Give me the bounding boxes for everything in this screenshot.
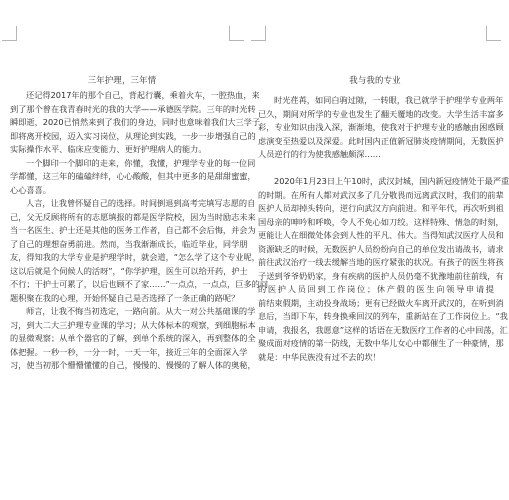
text-line: 就是：中华民族没有过不去的坎！ [258, 351, 381, 362]
text-line: 医护人员却掉头转向，逆行向武汉方向前进。和平年代，再次听到祖 [258, 203, 504, 213]
crop-mark-top-right [486, 26, 501, 41]
text-line: 国母亲的呻吟和呼唤，令人不免心如刀绞。这样特殊、情急的时刻， [258, 216, 504, 227]
left-page-body [10, 89, 269, 373]
text-line: 已久，期间对所学的专业也发生了翻天覆地的改变。大学生活丰富多 [258, 108, 504, 119]
text-line: 习，使当初那个懵懵懂懂的自己，慢慢的、慢慢的了解人体的奥秘， [10, 360, 256, 370]
text-line: 的显微观察；从单个器官的了解，到单个系统的深入，再到整体的全 [10, 333, 256, 343]
crop-mark-top-left [2, 26, 17, 41]
text-line: 友，得知我的大学专业是护理学时，就会道，“怎么学了这个专业呢， [10, 252, 260, 262]
text-line: 前结束假期，主动投身战场；更有已经做火车离开武汉的，在听到消 [258, 297, 504, 308]
text-line: 2020年1月23日上午10时，武汉封城，国内新冠疫情处于最严重 [274, 176, 509, 186]
crop-mark-top-right [229, 26, 244, 41]
text-line: 人员逆行的行为使我感触颇深…… [258, 149, 381, 159]
crop-mark-top-left [251, 26, 266, 41]
text-line: 还记得2017年的那个自己，背起行囊，乘着火车，一腔热血，来 [26, 90, 260, 100]
left-page-title: 三年护理，三年情 [87, 75, 157, 85]
text-line: 聚成面对疫情的第一防线，无数中华儿女心中都催生了一种豪情，那 [258, 338, 504, 348]
text-line: 心心喜喜。 [10, 184, 51, 195]
text-line [258, 162, 494, 176]
right-page-body [258, 94, 509, 364]
text-line: 彩，专业知识由浅入深，渐渐地，使我对于护理专业的感触由困惑顾 [258, 122, 504, 132]
text-line: 当一名医生、护士还是其他的医务工作者，自己都不会后悔，并会为 [10, 225, 256, 235]
text-line: 更能让人在细微处体会到人性的平凡、伟大。当得知武汉医疗人员和 [258, 230, 504, 240]
text-line: 师言，让我不悔当初选定，一路向前。从大一对公共基础课的学 [26, 306, 256, 316]
text-line: 到了那个曾在我青春时光的我的大学——承德医学院。三年的时光转 [10, 103, 256, 114]
text-line: 虑演变至热爱以及深爱。此时国内正值新冠肺炎疫情期间，无数医护 [258, 135, 504, 146]
text-line: 申请，我报名，我愿意”这样的话语在无数医疗工作者的心中回荡，汇 [258, 324, 508, 335]
text-line: 瞬即逝，2020已悄然来到了我们的身边，同时也意味着我们大三学子 [10, 117, 261, 127]
text-line: 己，父无反顾将所有的志愿填报的都是医学院校，因为当时励志未来 [10, 211, 256, 222]
text-line: 人言，让我曾怀疑自己的选择。时间倒退到高考完填写志愿的自 [26, 198, 256, 208]
right-page [250, 0, 509, 500]
text-line: 实际操作水平、临床应变能力、更好护理病人的能力。 [10, 144, 207, 154]
text-line: 一个脚印一个脚印的走来，你懂，我懂，护理学专业的每一位同 [26, 157, 256, 168]
text-line: 息后，当即下车，转身换乘回汉的列车，重新站在了工作岗位上。“我 [258, 311, 508, 321]
text-line: 前往武汉治疗一线去缓解当地的医疗紧张的状况。有孩子的医生将孩 [258, 257, 504, 267]
text-line: 的医护人员回到工作岗位；休产假的医生向领导申请提 [258, 284, 494, 294]
right-page-title: 我与我的专业 [349, 75, 401, 85]
text-line: 习，到大二大三护理专业课的学习；从大体标本的观察，到细胞标本 [10, 319, 256, 330]
text-line: 学都懂，这三年的磕磕绊绊，心心酸酸，但其中更多的是甜甜蜜蜜， [10, 171, 256, 181]
text-line: 不行；干护士可累了，以后也顾不了家……”一点点，一点点，巨多的问 [10, 279, 269, 289]
text-line: 题积聚在我的心理，开始怀疑自己是否选择了一条正确的路呢？ [10, 292, 240, 303]
text-line: 这以后就是个伺候人的活呀”，“你学护理，医生可以给开药，护士 [10, 265, 248, 276]
text-line: 即将离开校园，迈入实习岗位，从理论到实践，一步一步增强自己的 [10, 130, 256, 141]
text-line: 时光荏苒，如同白驹过隙，一转眼，我已就学于护理学专业两年 [274, 95, 504, 105]
text-line: 资源缺乏的时候，无数医护人员纷纷向自己的单位发出请战书，请求 [258, 243, 504, 254]
text-line: 了自己的理想奋勇前进。然而，当我渐渐成长，临近毕业，同学朋 [10, 238, 248, 249]
text-line: 子送到爷爷奶奶家，身有疾病的医护人员仍毫不犹豫地前往前线，有 [258, 270, 504, 281]
text-line: 体把握。一秒一秒，一分一时，一天一年，接近三年的全面深入学 [10, 346, 248, 357]
text-line: 的时期。在所有人都对武汉多了几分敬畏而远离武汉时，我们的前辈 [258, 189, 504, 200]
